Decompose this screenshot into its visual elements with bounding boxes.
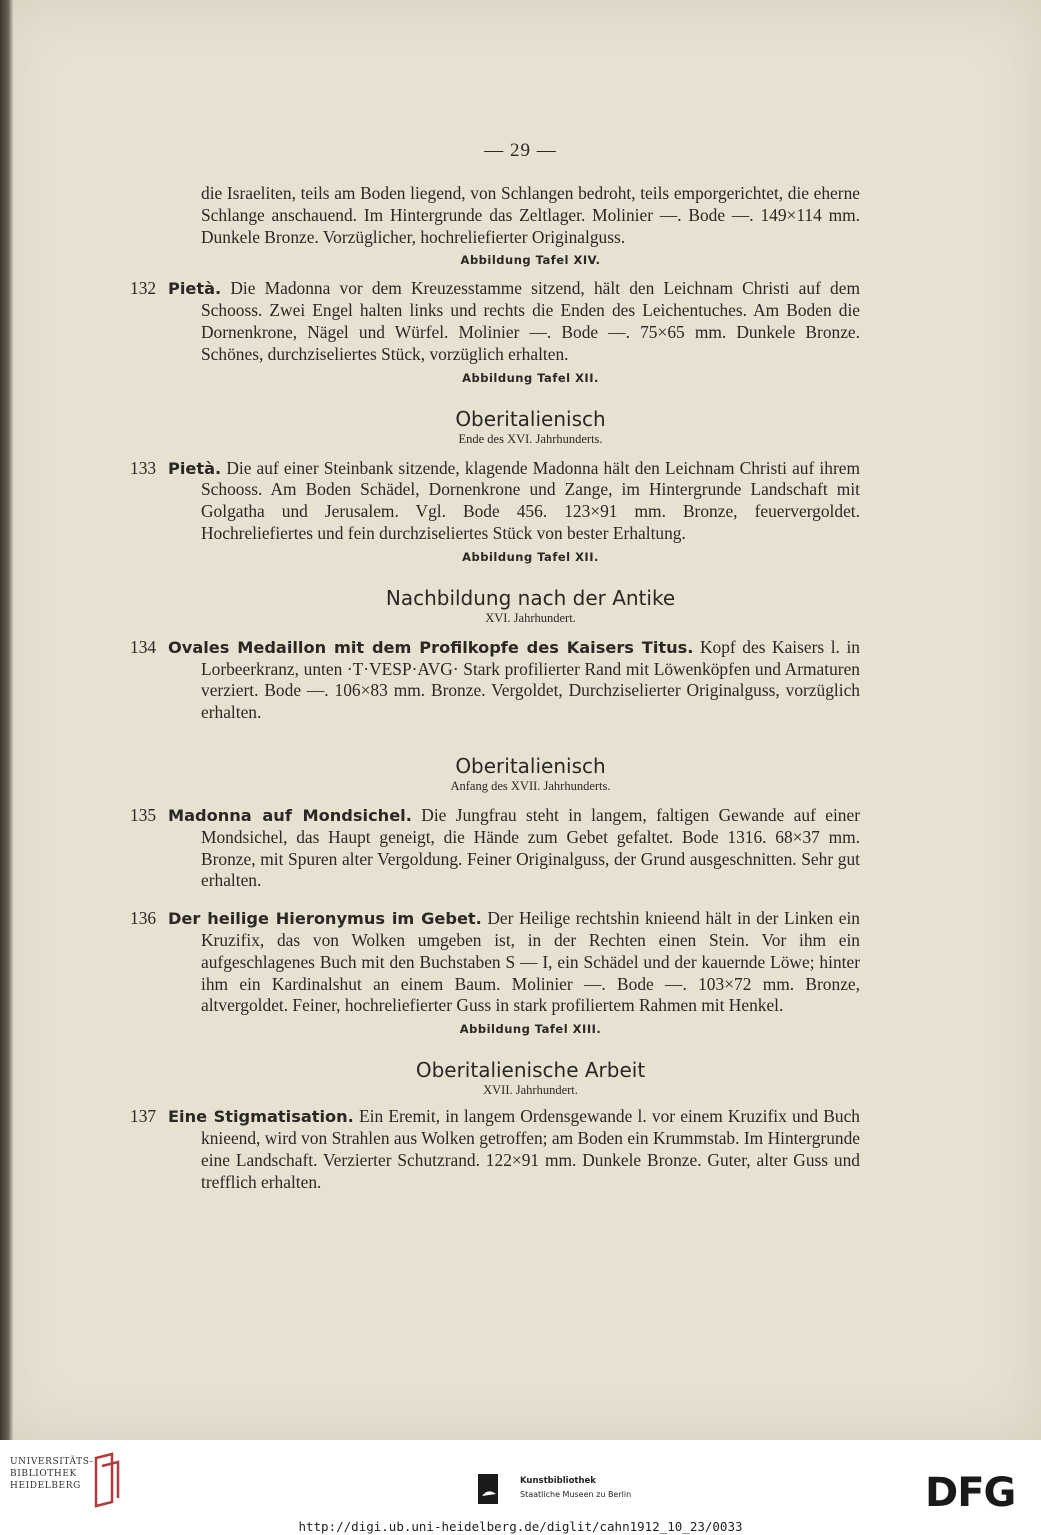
- section-subheading: Ende des XVI. Jahrhunderts.: [458, 431, 603, 446]
- ub-emblem-icon: [92, 1452, 120, 1508]
- entry-description: Kopf des Kaisers l. in Lorbeerkranz, unten ·T·VESP·AVG· Stark profilierter Rand mit Löwenköpfen und Armaturen verziert. Bode —. 106×83 mm. Bronze. Vergoldet, Durchziselierter Originalguss, vorzüglich erhalten.: [201, 636, 860, 723]
- entry-description: Die Jungfrau steht in langem, faltigen Gewande auf einer Mondsichel, das Haupt geneigt, die Hände zum Gebet gefaltet. Bode 1316. 68×37 mm. Bronze, mit Spuren alter Vergoldung. Feiner Originalguss, der Grund ausgeschnitten. Sehr gut erhalten.: [201, 804, 860, 891]
- section-heading: Oberitalienisch: [455, 753, 606, 778]
- entry-title: Der heilige Hieronymus im Gebet.: [168, 909, 482, 929]
- section-heading: Oberitalienische Arbeit: [415, 1058, 646, 1083]
- entry-number: 134: [130, 636, 157, 657]
- plate-reference: Abbildung Tafel XII.: [462, 549, 599, 564]
- entry-title: Pietà.: [168, 458, 222, 478]
- section-subheading: XVII. Jahrhundert.: [483, 1083, 578, 1098]
- ub-logo-line: UNIVERSITÄTS-: [10, 1457, 94, 1467]
- plate-reference: Abbildung Tafel XIV.: [460, 253, 601, 268]
- continuation-paragraph: die Israeliten, teils am Boden liegend, von Schlangen bedroht, teils emporgerichtet, die eherne Schlange anschauend. Im Hintergrunde das Zeltlager. Molinier —. Bode —. 149×114 mm. Dunkele Bronze. Vorzüglicher, hochreliefierter Originalguss.: [201, 183, 860, 247]
- entry-description: Ein Eremit, in langem Ordensgewande l. vor einem Kruzifix und Buch knieend, wird von Strahlen aus Wolken getroffen; am Boden ein Krummstab. Im Hintergrunde eine Landschaft. Verzierter Schutzrand. 122×91 mm. Dunkele Bronze. Guter, alter Guss und trefflich erhalten.: [201, 1106, 860, 1192]
- book-spine-shadow: [0, 0, 14, 1440]
- section-subheading: Anfang des XVII. Jahrhunderts.: [450, 778, 611, 793]
- entry-number: 135: [130, 804, 157, 825]
- section-heading: Oberitalienisch: [455, 406, 606, 431]
- catalog-entry-133: [130, 458, 860, 545]
- entry-title: Eine Stigmatisation.: [168, 1107, 354, 1127]
- entry-description: Die Madonna vor dem Kreuzesstamme sitzend, hält den Leichnam Christi auf dem Schooss. Zwei Engel halten links und rechts die Enden des Leichentuches. Am Boden die Dornenkrone, Nägel und Würfel. Molinier —. Bode —. 75×65 mm. Dunkele Bronze. Schönes, durchziseliertes Stück, vorzüglich erhalten.: [201, 278, 860, 364]
- catalog-entry-137: [130, 1106, 860, 1193]
- entry-number: 137: [130, 1106, 157, 1127]
- entry-title: Madonna auf Mondsichel.: [168, 805, 412, 825]
- kunstbibliothek-label: [520, 1474, 631, 1501]
- section-heading: Nachbildung nach der Antike: [385, 585, 676, 610]
- ub-logo-line: HEIDELBERG: [10, 1481, 81, 1491]
- permalink-url[interactable]: http://digi.ub.uni-heidelberg.de/diglit/cahn1912_10_23/0033: [298, 1519, 743, 1534]
- entry-description: Der Heilige rechtshin knieend hält in der Linken ein Kruzifix, das von Wolken umgeben ist, in der Rechten einen Stein. Vor ihm ein aufgeschlagenes Buch mit den Buchstaben S — I, ein Schädel und der kauernde Löwe; hinter ihm ein Kardinalshut an einem Baum. Molinier —. Bode —. 103×72 mm. Bronze, altvergoldet. Feiner, hochreliefierter Guss in stark profiliertem Rahmen mit Henkel.: [201, 908, 861, 1016]
- entry-title: Ovales Medaillon mit dem Profilkopfe des Kaisers Titus.: [168, 637, 694, 657]
- entry-number: 136: [130, 908, 157, 929]
- entry-number: 132: [130, 278, 157, 299]
- catalog-entry-134: [130, 637, 860, 724]
- ub-logo-line: BIBLIOTHEK: [10, 1469, 77, 1479]
- catalog-entry-132: [130, 278, 860, 365]
- entry-description: Die auf einer Steinbank sitzende, klagende Madonna hält den Leichnam Christi auf ihrem Schooss. Am Boden Schädel, Dornenkrone und Zange, im Hintergrunde Landschaft mit Golgatha und Jerusalem. Vgl. Bode 456. 123×91 mm. Bronze, feuervergoldet. Hochreliefiertes und fein durchziseliertes Stück von bester Erhaltung.: [201, 457, 860, 543]
- dfg-logo[interactable]: DFG: [925, 1470, 1016, 1516]
- plate-reference: Abbildung Tafel XII.: [462, 370, 599, 385]
- catalog-entry-135: [130, 805, 860, 892]
- catalog-entry-136: [130, 908, 860, 1017]
- kb-subtitle: Staatliche Museen zu Berlin: [520, 1490, 632, 1499]
- kb-name: Kunstbibliothek: [520, 1476, 596, 1486]
- catalog-text: [130, 183, 860, 1193]
- entry-title: Pietà.: [168, 279, 222, 299]
- section-subheading: XVI. Jahrhundert.: [485, 610, 576, 625]
- plate-reference: Abbildung Tafel XIII.: [459, 1022, 602, 1037]
- entry-number: 133: [130, 457, 157, 478]
- page-number: — 29 —: [484, 140, 557, 161]
